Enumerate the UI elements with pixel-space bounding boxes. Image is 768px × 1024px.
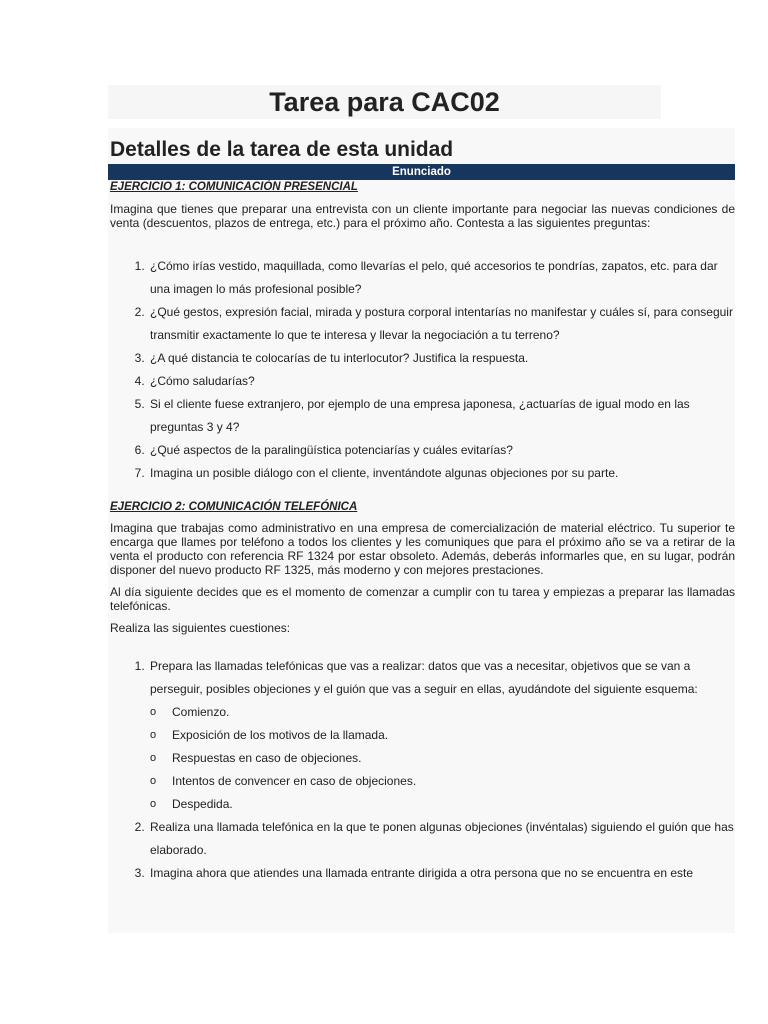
task-item xyxy=(148,655,735,816)
question-item: 5. Si el cliente fuese extranjero, por ejemplo de una empresa japonesa, ¿actuarías de igual modo en las preguntas 3 y 4? xyxy=(148,393,735,439)
exercise-1-questions xyxy=(108,255,735,485)
task-content xyxy=(108,128,735,933)
exercise-2-heading: EJERCICIO 2: COMUNICACIÓN TELEFÓNICA xyxy=(110,501,358,513)
circle-bullet-icon: o xyxy=(150,729,157,741)
task-text: Prepara las llamadas telefónicas que vas a realizar: datos que vas a necesitar, objetivos que se van a perseguir, posibles objeciones y el guión que vas a seguir en ellas, ayudándote del siguiente esquema: xyxy=(150,659,698,696)
task-item: 2. Realiza una llamada telefónica en la que te ponen algunas objeciones (invéntalas) siguiendo el guión que has elaborado. xyxy=(148,816,735,862)
exercise-2-paragraph: Al día siguiente decides que es el momento de comenzar a cumplir con tu tarea y empiezas a preparar las llamadas telefónicas. xyxy=(110,585,735,613)
question-item: 2. ¿Qué gestos, expresión facial, mirada y postura corporal intentarías no manifestar y cuáles sí, para conseguir transmitir exactamente lo que te interesa y llevar la negociación a tu terreno? xyxy=(148,301,735,347)
circle-bullet-icon: o xyxy=(150,798,157,810)
circle-bullet-icon: o xyxy=(150,752,157,764)
question-item: 7. Imagina un posible diálogo con el cliente, inventándote algunas objeciones por su parte. xyxy=(148,462,735,485)
outline-item-text: Despedida. xyxy=(172,797,233,811)
outline-item-text: Exposición de los motivos de la llamada. xyxy=(172,728,389,742)
exercise-2-instructions: Realiza las siguientes cuestiones: xyxy=(110,621,291,635)
outline-item xyxy=(150,701,735,724)
question-item: 4. ¿Cómo saludarías? xyxy=(148,370,735,393)
enunciado-band: Enunciado xyxy=(108,164,735,180)
outline-item xyxy=(150,724,735,747)
outline-item xyxy=(150,747,735,770)
task-item: 3. Imagina ahora que atiendes una llamada entrante dirigida a otra persona que no se encuentra en este xyxy=(148,862,735,885)
outline-list xyxy=(150,701,735,816)
question-item: 6. ¿Qué aspectos de la paralingüística potenciarías y cuáles evitarías? xyxy=(148,439,735,462)
exercise-1-heading: EJERCICIO 1: COMUNICACIÓN PRESENCIAL xyxy=(110,181,358,193)
circle-bullet-icon: o xyxy=(150,706,157,718)
section-title: Detalles de la tarea de esta unidad xyxy=(110,138,454,161)
exercise-1-intro: Imagina que tienes que preparar una entrevista con un cliente importante para negociar las nuevas condiciones de venta (descuentos, plazos de entrega, etc.) para el próximo año. Contesta a las siguientes preguntas: xyxy=(110,202,735,230)
outline-item xyxy=(150,793,735,816)
outline-item-text: Intentos de convencer en caso de objeciones. xyxy=(172,774,417,788)
title-box xyxy=(108,85,661,119)
exercise-2-intro: Imagina que trabajas como administrativo en una empresa de comercialización de material eléctrico. Tu superior te encarga que llames por teléfono a todos los clientes y les comuniques que para el próximo año se va a retirar de la venta el producto con referencia RF 1324 por estar obsoleto. Además, deberás informarles que, en su lugar, podrán disponer del nuevo producto RF 1325, más moderno y con mejores prestaciones. xyxy=(110,521,735,577)
question-item: 1. ¿Cómo irías vestido, maquillada, como llevarías el pelo, qué accesorios te pondrías, zapatos, etc. para dar una imagen lo más profesional posible? xyxy=(148,255,735,301)
circle-bullet-icon: o xyxy=(150,775,157,787)
outline-item-text: Respuestas en caso de objeciones. xyxy=(172,751,362,765)
page-title: Tarea para CAC02 xyxy=(269,87,500,117)
outline-item-text: Comienzo. xyxy=(172,705,230,719)
question-item: 3. ¿A qué distancia te colocarías de tu interlocutor? Justifica la respuesta. xyxy=(148,347,735,370)
outline-item xyxy=(150,770,735,793)
exercise-2-tasks xyxy=(108,655,735,885)
